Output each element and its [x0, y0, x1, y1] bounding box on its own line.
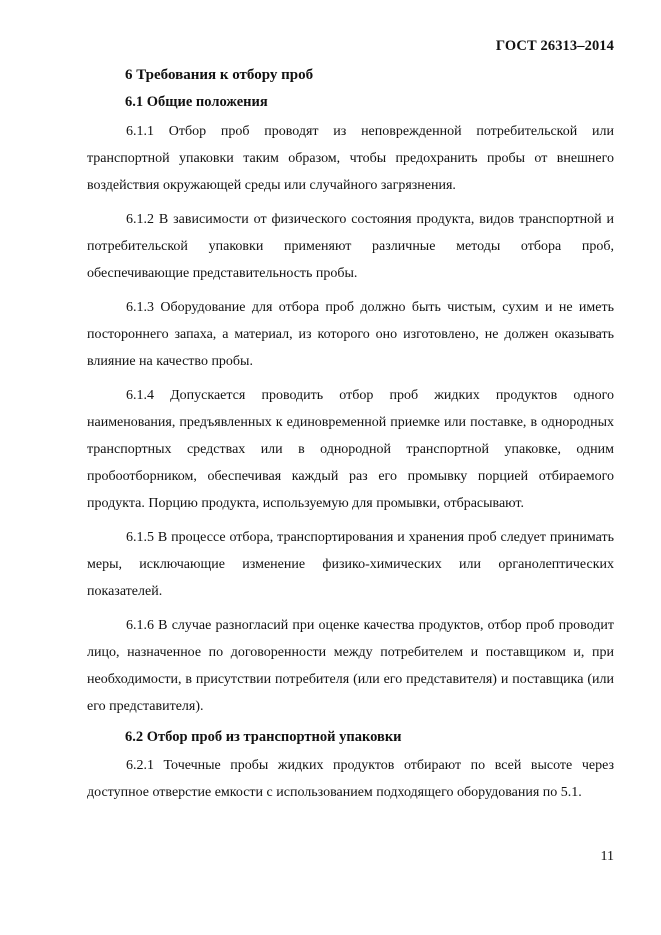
paragraph-6-1-5: 6.1.5 В процессе отбора, транспортирования и хранения проб следует принимать меры, исключающие изменение физико-химических или органолептических показателей. [87, 530, 614, 599]
page-number: 11 [600, 849, 614, 864]
document-body [87, 65, 614, 813]
paragraph-6-1-2: 6.1.2 В зависимости от физического состояния продукта, видов транспортной и потребительской упаковки применяют различные методы отбора проб, обеспечивающие представительность пробы. [87, 212, 614, 281]
paragraph-6-1-3: 6.1.3 Оборудование для отбора проб должно быть чистым, сухим и не иметь постороннего запаха, а материал, из которого оно изготовлено, не должен оказывать влияние на качество пробы. [87, 300, 614, 369]
paragraph-6-1-4: 6.1.4 Допускается проводить отбор проб жидких продуктов одного наименования, предъявленных к единовременной приемке или поставке, в однородных транспортных средствах или в однородной транспортной упаковке, одним пробоотборником, обеспечивая каждый раз его промывку порцией отбираемого продукта. Порцию продукта, используемую для промывки, отбрасывают. [87, 388, 614, 511]
paragraph-6-2-1: 6.2.1 Точечные пробы жидких продуктов отбирают по всей высоте через доступное отверстие емкости с использованием подходящего оборудования по 5.1. [87, 758, 614, 800]
subsection-title: 6.2 Отбор проб из транспортной упаковки [125, 729, 402, 745]
paragraph-6-1-1: 6.1.1 Отбор проб проводят из неповрежденной потребительской или транспортной упаковки таким образом, чтобы предохранить пробы от внешнего воздействия окружающей среды или случайного загрязнения. [87, 124, 614, 193]
paragraph-6-1-6: 6.1.6 В случае разногласий при оценке качества продуктов, отбор проб проводит лицо, назначенное по договоренности между потребителем и поставщиком и, при необходимости, в присутствии потребителя (или его представителя) и поставщика (или его представителя). [87, 618, 614, 714]
subsection-title: 6.1 Общие положения [125, 94, 268, 110]
section-title: 6 Требования к отбору проб [125, 67, 314, 83]
document-code-header: ГОСТ 26313–2014 [495, 38, 614, 54]
